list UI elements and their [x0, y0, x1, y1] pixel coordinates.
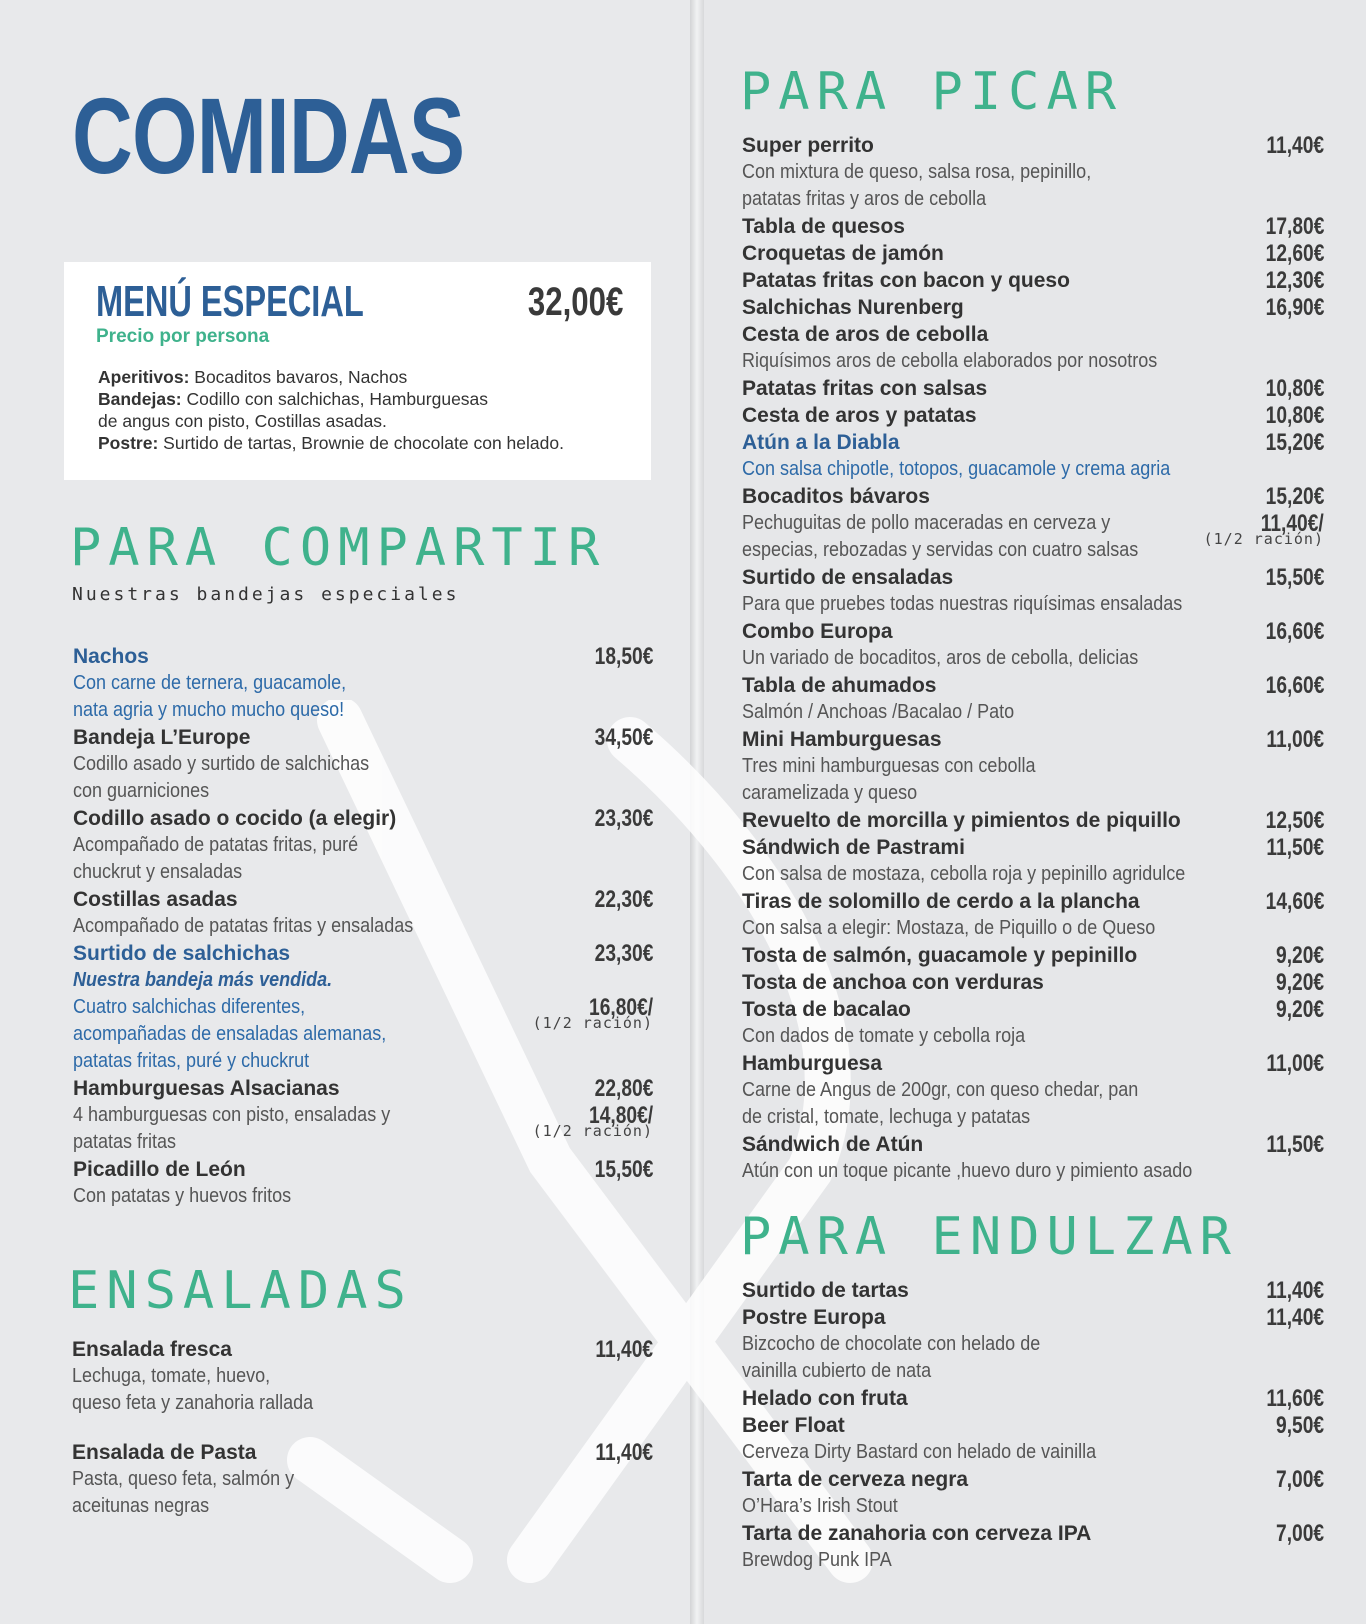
menu-item-name: Tosta de bacalao — [742, 998, 911, 1021]
menu-item-name: Atún a la Diabla — [742, 431, 900, 454]
menu-item-name: Surtido de tartas — [742, 1279, 909, 1302]
menu-item-name: Sándwich de Atún — [742, 1133, 924, 1156]
special-menu-line — [98, 410, 564, 432]
menu-item — [742, 402, 1324, 429]
menu-item — [72, 1336, 653, 1417]
menu-item-name: Bocaditos bávaros — [742, 485, 930, 508]
menu-item-price: 15,50€ — [594, 1156, 653, 1183]
menu-item-price: 11,60€ — [1266, 1385, 1324, 1412]
menu-item — [742, 834, 1324, 888]
menu-item-price: 23,30€ — [594, 805, 653, 832]
menu-item — [742, 267, 1324, 294]
menu-item — [73, 643, 653, 724]
menu-item-price: 10,80€ — [1265, 402, 1324, 429]
menu-item-half-note: (1/2 ración) — [532, 1122, 653, 1140]
menu-item-price: 22,80€ — [594, 1075, 653, 1102]
menu-item-name: Surtido de salchichas — [73, 942, 291, 965]
section-title-compartir: PARA COMPARTIR — [70, 518, 607, 578]
menu-item-description: Acompañado de patatas fritas y ensaladas — [73, 915, 414, 937]
menu-item-half-note: (1/2 ración) — [1203, 530, 1324, 548]
menu-item-price: 11,40€ — [595, 1439, 653, 1466]
menu-item-name: Costillas asadas — [73, 888, 238, 911]
menu-item-price: 9,20€ — [1275, 942, 1324, 969]
menu-item — [742, 672, 1324, 726]
menu-item-price: 34,50€ — [594, 724, 653, 751]
menu-item-name: Tiras de solomillo de cerdo a la plancha — [742, 890, 1140, 913]
menu-item-name: Beer Float — [742, 1414, 845, 1437]
menu-item-name: Tosta de salmón, guacamole y pepinillo — [742, 944, 1138, 967]
special-menu-line-text: Codillo con salchichas, Hamburguesas — [181, 389, 489, 409]
menu-item-price: 11,40€ — [1266, 1277, 1324, 1304]
menu-item — [742, 240, 1324, 267]
menu-item — [742, 213, 1324, 240]
menu-item-description: Un variado de bocaditos, aros de cebolla, delicias — [742, 647, 1139, 669]
special-menu-price: 32,00€ — [527, 280, 623, 324]
menu-item-name: Tarta de zanahoria con cerveza IPA — [742, 1522, 1092, 1545]
menu-item-price: 11,00€ — [1266, 1050, 1324, 1077]
menu-item-description: Carne de Angus de 200gr, con queso chedar, pan — [742, 1079, 1139, 1101]
menu-item-price: 9,50€ — [1275, 1412, 1324, 1439]
menu-item — [73, 805, 653, 886]
menu-item-name: Ensalada de Pasta — [72, 1441, 257, 1464]
page-fold — [690, 0, 704, 1624]
menu-item-name: Tarta de cerveza negra — [742, 1468, 969, 1491]
menu-item — [72, 1439, 653, 1520]
menu-item — [73, 940, 653, 1075]
menu-item-price: 15,20€ — [1265, 429, 1324, 456]
menu-item-price: 11,50€ — [1266, 834, 1324, 861]
menu-item-tagline: Nuestra bandeja más vendida. — [73, 969, 333, 991]
menu-item-description: Cerveza Dirty Bastard con helado de vainilla — [742, 1441, 1097, 1463]
special-menu-description — [98, 366, 564, 454]
menu-item-price: 23,30€ — [594, 940, 653, 967]
menu-item-name: Surtido de ensaladas — [742, 566, 954, 589]
menu-item-description: Pechuguitas de pollo maceradas en cerveza y — [742, 512, 1111, 534]
menu-item-description: Bizcocho de chocolate con helado de — [742, 1333, 1041, 1355]
menu-item-name: Super perrito — [742, 134, 874, 157]
menu-item-description: Con dados de tomate y cebolla roja — [742, 1025, 1026, 1047]
menu-item-description: aceitunas negras — [72, 1495, 210, 1517]
menu-item — [742, 1131, 1324, 1185]
special-menu-line — [98, 388, 564, 410]
menu-item-name: Cesta de aros de cebolla — [742, 323, 989, 346]
menu-item-description: Pasta, queso feta, salmón y — [72, 1468, 295, 1490]
menu-list-picar — [742, 132, 1324, 1185]
menu-item-price: 9,20€ — [1275, 969, 1324, 996]
menu-item-name: Sándwich de Pastrami — [742, 836, 965, 859]
special-menu-line — [98, 366, 564, 388]
menu-item-description: con guarniciones — [73, 780, 210, 802]
special-menu-line-text: de angus con pisto, Costillas asadas. — [98, 411, 387, 431]
menu-item-price: 16,60€ — [1265, 672, 1324, 699]
menu-item — [742, 942, 1324, 969]
menu-item-price: 15,50€ — [1265, 564, 1324, 591]
menu-item — [742, 618, 1324, 672]
special-menu-subtitle: Precio por persona — [96, 326, 270, 347]
menu-item-name: Patatas fritas con salsas — [742, 377, 988, 400]
menu-item-price: 11,50€ — [1266, 1131, 1324, 1158]
menu-item — [742, 294, 1324, 321]
menu-item-description: patatas fritas y aros de cebolla — [742, 188, 987, 210]
menu-item-price: 9,20€ — [1275, 996, 1324, 1023]
menu-item-name: Combo Europa — [742, 620, 893, 643]
menu-list-compartir — [73, 643, 653, 1210]
menu-item-description: nata agria y mucho mucho queso! — [73, 699, 345, 721]
menu-item-price: 12,50€ — [1265, 807, 1324, 834]
section-title-picar: PARA PICAR — [740, 62, 1124, 122]
menu-item-half-price: 14,80€/ — [588, 1102, 653, 1129]
menu-item — [73, 1075, 653, 1156]
menu-item-description: Atún con un toque picante ,huevo duro y pimiento asado — [742, 1160, 1193, 1182]
menu-item-description: queso feta y zanahoria rallada — [72, 1392, 314, 1414]
special-menu-line — [98, 432, 564, 454]
menu-item-price: 11,40€ — [1266, 1304, 1324, 1331]
menu-item — [742, 375, 1324, 402]
menu-item-name: Nachos — [73, 645, 149, 668]
menu-item-name: Ensalada fresca — [72, 1338, 232, 1361]
menu-item-description: Lechuga, tomate, huevo, — [72, 1365, 271, 1387]
menu-item-description: de cristal, tomate, lechuga y patatas — [742, 1106, 1031, 1128]
menu-item-description: Con mixtura de queso, salsa rosa, pepinillo, — [742, 161, 1092, 183]
menu-item — [742, 969, 1324, 996]
menu-item-description: Con carne de ternera, guacamole, — [73, 672, 347, 694]
menu-item-description: Con patatas y huevos fritos — [73, 1185, 292, 1207]
menu-item — [742, 996, 1324, 1050]
menu-item-description: chuckrut y ensaladas — [73, 861, 243, 883]
menu-item-description: caramelizada y queso — [742, 782, 918, 804]
menu-item — [742, 132, 1324, 213]
menu-list-ensaladas — [72, 1336, 653, 1542]
special-menu-box — [64, 262, 651, 480]
menu-item-price: 11,40€ — [1266, 132, 1324, 159]
menu-item — [742, 1277, 1324, 1304]
menu-item-name: Bandeja L’Europe — [73, 726, 251, 749]
menu-item-price: 7,00€ — [1275, 1520, 1324, 1547]
menu-item-description: vainilla cubierto de nata — [742, 1360, 932, 1382]
page-title: COMIDAS — [72, 75, 465, 196]
menu-item — [742, 1385, 1324, 1412]
menu-item-price: 7,00€ — [1275, 1466, 1324, 1493]
menu-item-description: patatas fritas — [73, 1131, 177, 1153]
menu-item-price: 11,40€ — [595, 1336, 653, 1363]
menu-item-name: Cesta de aros y patatas — [742, 404, 977, 427]
menu-item-price: 22,30€ — [594, 886, 653, 913]
menu-item-price: 18,50€ — [594, 643, 653, 670]
menu-item-name: Tabla de ahumados — [742, 674, 937, 697]
menu-item-description: especias, rebozadas y servidas con cuatro salsas — [742, 539, 1139, 561]
section-title-endulzar: PARA ENDULZAR — [740, 1207, 1238, 1267]
menu-item — [742, 726, 1324, 807]
menu-item-description: O’Hara’s Irish Stout — [742, 1495, 898, 1517]
special-menu-title: MENÚ ESPECIAL — [96, 277, 364, 326]
special-menu-line-label: Postre: — [98, 433, 159, 453]
menu-item-price: 16,90€ — [1265, 294, 1324, 321]
menu-item — [742, 1412, 1324, 1466]
menu-item-name: Salchichas Nurenberg — [742, 296, 964, 319]
menu-item-description: Cuatro salchichas diferentes, — [73, 996, 306, 1018]
special-menu-line-label: Aperitivos: — [98, 367, 190, 387]
menu-item-name: Tosta de anchoa con verduras — [742, 971, 1044, 994]
menu-item — [73, 886, 653, 940]
menu-item — [742, 888, 1324, 942]
menu-item-price: 15,20€ — [1265, 483, 1324, 510]
menu-item-description: Riquísimos aros de cebolla elaborados por nosotros — [742, 350, 1158, 372]
menu-item-name: Hamburguesas Alsacianas — [73, 1077, 340, 1100]
menu-item — [73, 724, 653, 805]
menu-item — [73, 1156, 653, 1210]
menu-item-half-note: (1/2 ración) — [532, 1014, 653, 1032]
menu-item-price: 11,00€ — [1266, 726, 1324, 753]
menu-item — [742, 1466, 1324, 1520]
menu-item-name: Patatas fritas con bacon y queso — [742, 269, 1070, 292]
menu-item-name: Revuelto de morcilla y pimientos de piquillo — [742, 809, 1181, 832]
menu-item-half-price: 11,40€/ — [1261, 510, 1324, 537]
menu-item-name: Tabla de quesos — [742, 215, 905, 238]
menu-item-price: 12,30€ — [1265, 267, 1324, 294]
menu-item-description: Codillo asado y surtido de salchichas — [73, 753, 370, 775]
menu-item-description: patatas fritas, puré y chuckrut — [73, 1050, 310, 1072]
menu-item — [742, 807, 1324, 834]
menu-item-description: 4 hamburguesas con pisto, ensaladas y — [73, 1104, 391, 1126]
menu-item-description: Acompañado de patatas fritas, puré — [73, 834, 359, 856]
menu-item-description: Salmón / Anchoas /Bacalao / Pato — [742, 701, 1015, 723]
menu-item-name: Helado con fruta — [742, 1387, 908, 1410]
menu-item — [742, 1304, 1324, 1385]
menu-item-description: Tres mini hamburguesas con cebolla — [742, 755, 1036, 777]
menu-item — [742, 429, 1324, 483]
menu-item — [742, 483, 1324, 564]
menu-item-description: Brewdog Punk IPA — [742, 1549, 892, 1571]
menu-item-name: Hamburguesa — [742, 1052, 883, 1075]
special-menu-line-label: Bandejas: — [98, 389, 182, 409]
menu-item-description: Con salsa de mostaza, cebolla roja y pepinillo agridulce — [742, 863, 1186, 885]
menu-item-price: 10,80€ — [1265, 375, 1324, 402]
menu-item-price: 17,80€ — [1265, 213, 1324, 240]
menu-item-half-price: 16,80€/ — [588, 994, 653, 1021]
menu-item-name: Codillo asado o cocido (a elegir) — [73, 807, 397, 830]
special-menu-line-text: Bocaditos bavaros, Nachos — [189, 367, 408, 387]
menu-item-price: 16,60€ — [1265, 618, 1324, 645]
menu-item-description: Con salsa a elegir: Mostaza, de Piquillo o de Queso — [742, 917, 1156, 939]
menu-item — [742, 321, 1324, 375]
menu-item-name: Mini Hamburguesas — [742, 728, 942, 751]
menu-item-description: Con salsa chipotle, totopos, guacamole y crema agria — [742, 458, 1171, 480]
menu-item — [742, 1050, 1324, 1131]
menu-item-name: Croquetas de jamón — [742, 242, 944, 265]
special-menu-line-text: Surtido de tartas, Brownie de chocolate con helado. — [158, 433, 564, 453]
menu-item-description: Para que pruebes todas nuestras riquísimas ensaladas — [742, 593, 1183, 615]
menu-item-description: acompañadas de ensaladas alemanas, — [73, 1023, 387, 1045]
menu-item-name: Picadillo de León — [73, 1158, 246, 1181]
section-subtitle-compartir: Nuestras bandejas especiales — [72, 584, 460, 605]
menu-item-price: 14,60€ — [1265, 888, 1324, 915]
menu-list-endulzar — [742, 1277, 1324, 1574]
section-title-ensaladas: ENSALADAS — [68, 1261, 413, 1321]
menu-item — [742, 1520, 1324, 1574]
menu-item-name: Postre Europa — [742, 1306, 886, 1329]
menu-item — [742, 564, 1324, 618]
menu-item-price: 12,60€ — [1265, 240, 1324, 267]
